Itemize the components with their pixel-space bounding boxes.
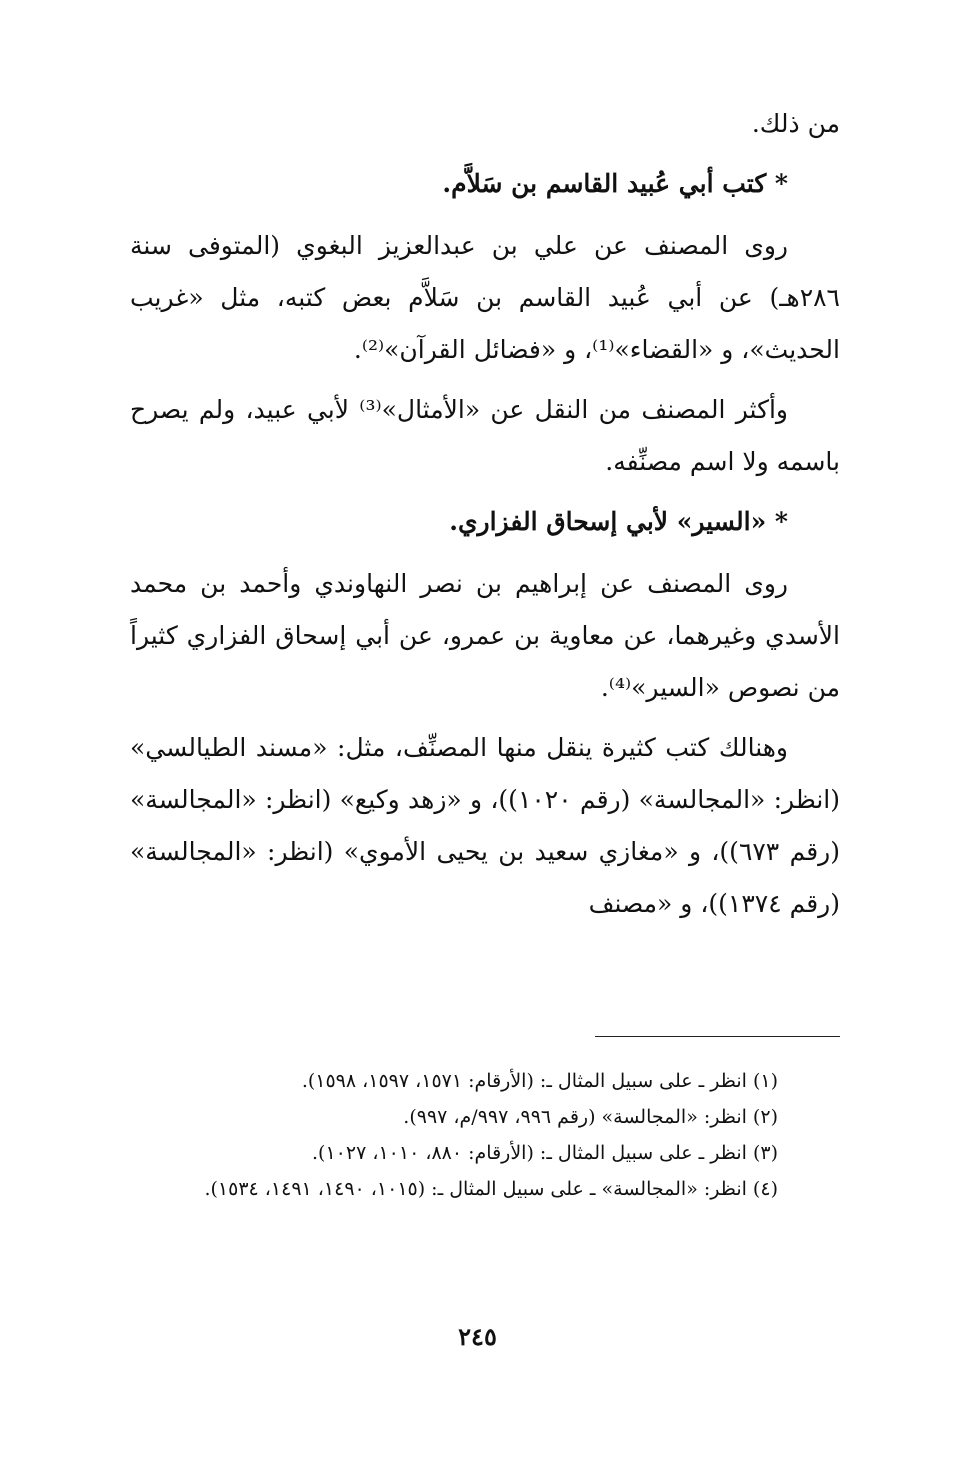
footnote-2: (٢) انظر: «المجالسة» (رقم ٩٩٦، ٩٩٧/م، ٩٩٧).	[403, 1106, 778, 1128]
paragraph-other-books: وهنالك كتب كثيرة ينقل منها المصنِّف، مثل: «مسند الطيالسي» (انظر: «المجالسة» (رقم ١٠٢٠))، و «زهد وكيع» (انظر: «المجالسة» (رقم ٦٧٣))، و «مغازي سعيد بن يحيى الأموي» (انظر: «المجالسة» (رقم ١٣٧٤))، و «مصنف	[130, 733, 840, 918]
footnote-3: (٣) انظر ـ على سبيل المثال ـ: (الأرقام: ٨٨٠، ١٠١٠، ١٠٢٧).	[312, 1142, 778, 1164]
footnotes	[130, 1064, 840, 1208]
paragraph-abu-ubayd-books: روى المصنف عن علي بن عبدالعزيز البغوي (المتوفى سنة ٢٨٦هـ) عن أبي عُبيد القاسم بن سَلاَّم بعض كتبه، مثل «غريب الحديث»، و «القضاء»⁽¹⁾، و «فضائل القرآن»⁽²⁾.	[130, 231, 840, 364]
section-heading-siyar: * «السير» لأبي إسحاق الفزاري.	[449, 507, 788, 536]
footnote-4: (٤) انظر: «المجالسة» ـ على سبيل المثال ـ: (١٠١٥، ١٤٩٠، ١٤٩١، ١٥٣٤).	[204, 1178, 778, 1200]
section-heading-abu-ubayd: * كتب أبي عُبيد القاسم بن سَلاَّم.	[442, 169, 788, 198]
footnote-1: (١) انظر ـ على سبيل المثال ـ: (الأرقام: ١٥٧١، ١٥٩٧، ١٥٩٨).	[301, 1070, 778, 1092]
page-number: ٢٤٥	[458, 1322, 497, 1351]
footnote-separator	[595, 1036, 840, 1037]
paragraph-siyar: روى المصنف عن إبراهيم بن نصر النهاوندي وأحمد بن محمد الأسدي وغيرهما، عن معاوية بن عمرو، عن أبي إسحاق الفزاري كثيراً من نصوص «السير»⁽⁴⁾.	[130, 569, 840, 702]
main-text-body	[130, 98, 840, 938]
paragraph-amthal: وأكثر المصنف من النقل عن «الأمثال»⁽³⁾ لأبي عبيد، ولم يصرح باسمه ولا اسم مصنِّفه.	[130, 395, 840, 476]
paragraph-continuation: من ذلك.	[751, 109, 840, 138]
